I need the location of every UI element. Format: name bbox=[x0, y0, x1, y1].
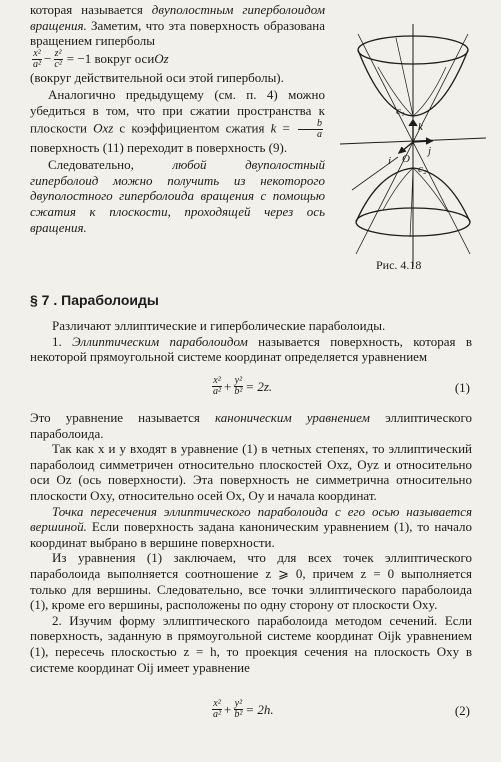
text: Если поверхность задана каноническим уравнением (1), то начало координат выбрано в вершине поверхности. bbox=[30, 519, 472, 550]
equation-number: (1) bbox=[454, 380, 470, 395]
text: поверхность (11) переходит в поверхность (9). bbox=[30, 139, 288, 155]
equation-body bbox=[210, 699, 274, 720]
fraction bbox=[53, 49, 62, 70]
text: = −1 вокруг оси bbox=[66, 51, 155, 67]
equation-1 bbox=[30, 372, 472, 402]
right-hand-side: = 2h. bbox=[245, 701, 274, 717]
numerator: x² bbox=[213, 698, 221, 709]
denominator: b² bbox=[234, 709, 243, 720]
equation-body bbox=[210, 376, 272, 397]
denominator: a² bbox=[213, 386, 221, 397]
equation-number: (2) bbox=[454, 703, 470, 718]
italic-term: двуполостным гиперболоидом вращения. bbox=[30, 2, 325, 33]
text: эллиптического параболоида. bbox=[30, 410, 473, 441]
paragraph-vertex bbox=[30, 504, 472, 551]
fraction bbox=[233, 376, 243, 397]
text: (вокруг действительной оси этой гиперболы). bbox=[30, 69, 284, 85]
fraction bbox=[32, 49, 42, 70]
numerator: y² bbox=[234, 375, 243, 386]
paragraph-hyperboloid-def-end bbox=[30, 70, 325, 86]
top-left-column bbox=[30, 2, 325, 235]
denominator: a² bbox=[213, 709, 221, 720]
numerator: z² bbox=[54, 47, 62, 59]
text: с коэффициентом сжатия bbox=[113, 120, 271, 136]
italic-term: Эллиптическим параболоидом bbox=[72, 333, 248, 349]
j-label: j bbox=[428, 145, 432, 157]
k-label: k bbox=[418, 121, 423, 133]
paragraph-sections: 2. Изучим форму эллиптического параболоида методом сечений. Если поверхность, заданную в прямоугольной системе координат Oijk уравнением (1), пересечь плоскостью z = h, то проекция сечения на плоскость Oxy в системе координат Oij имеет уравнение bbox=[30, 612, 472, 675]
variable: k bbox=[270, 120, 277, 136]
numerator: y² bbox=[234, 698, 243, 709]
paragraph-intro: Различают эллиптические и гиперболические параболоиды. bbox=[52, 318, 386, 333]
c1-label: c₁ bbox=[396, 105, 405, 117]
paragraph-definition bbox=[30, 334, 472, 365]
denominator: a² bbox=[33, 58, 41, 70]
fraction bbox=[233, 699, 243, 720]
hyperboloid-figure bbox=[338, 22, 488, 282]
paragraph-inequality: Из уравнения (1) заключаем, что для всех точек эллиптического параболоида выполняется соотношение z ⩾ 0, причем z = 0 выполняется только для вершины. Следовательно, все точки эллиптического параболоида (1), кроме его вершины, расположены по одну сторону от плоскости Oxy. bbox=[30, 550, 472, 613]
italic-term: каноническим уравнением bbox=[215, 410, 370, 425]
text: Заметим, что эта поверхность образована вращением гиперболы bbox=[30, 17, 325, 49]
fraction bbox=[298, 119, 323, 140]
plane-name: Oxz bbox=[93, 120, 114, 136]
operator: = bbox=[276, 120, 296, 136]
body-block-2 bbox=[30, 410, 472, 675]
operator: + bbox=[224, 701, 232, 717]
c2-label: c₂ bbox=[418, 163, 427, 175]
text: Аналогично предыдущему (см. п. 4) можно убедиться в том, что при сжатии пространства к плоскости bbox=[30, 87, 325, 136]
text: Следовательно, bbox=[48, 157, 173, 173]
operator: − bbox=[44, 51, 52, 67]
italic-definition: Точка пересечения эллиптического параболоида с его осью называется вершиной. bbox=[30, 503, 472, 535]
denominator: c² bbox=[54, 58, 62, 70]
operator: + bbox=[224, 378, 232, 394]
axis-name: Oz bbox=[154, 51, 169, 67]
section-heading: § 7 . Параболоиды bbox=[30, 292, 159, 308]
paragraph-canonical bbox=[30, 410, 472, 441]
text: Это уравнение называется bbox=[30, 410, 216, 425]
numerator: b bbox=[298, 119, 323, 130]
right-hand-side: = 2z. bbox=[245, 378, 273, 394]
paragraph-hyperboloid-def bbox=[30, 2, 325, 49]
fraction bbox=[212, 699, 222, 720]
text: называется поверхность, которая в некоторой прямоугольной системе координат определяется уравнением bbox=[30, 333, 473, 365]
italic-statement: любой двуполостный гиперболоид можно получить из некоторого двуполостного гиперболоида вращения с помощью сжатия к плоскости, проходящей через ось вращения. bbox=[30, 157, 325, 235]
numerator: x² bbox=[213, 375, 221, 386]
text: которая называется bbox=[30, 2, 152, 17]
hyperbola-equation-line bbox=[30, 49, 325, 70]
paragraph-compression bbox=[30, 87, 325, 155]
paragraph-symmetry: Так как x и y входят в уравнение (1) в четных степенях, то эллиптический параболоид симметричен относительно плоскостей Oxz, Oyz и относительно оси Oz (ось поверхности). Эта поверхность не симметрична относительно плоскости Oxy, относительно осей Ox, Oy и начала координат. bbox=[30, 441, 472, 503]
numerator: x² bbox=[33, 47, 41, 59]
equation-2 bbox=[30, 695, 472, 725]
body-block-1 bbox=[30, 318, 472, 365]
denominator: b² bbox=[234, 386, 243, 397]
denominator: a bbox=[317, 128, 322, 140]
paragraph-conclusion bbox=[30, 157, 325, 235]
text: 1. bbox=[52, 333, 73, 349]
figure-caption: Рис. 4.18 bbox=[376, 258, 422, 272]
i-label: i bbox=[388, 155, 392, 167]
o-label: O bbox=[402, 153, 410, 165]
fraction bbox=[212, 376, 222, 397]
